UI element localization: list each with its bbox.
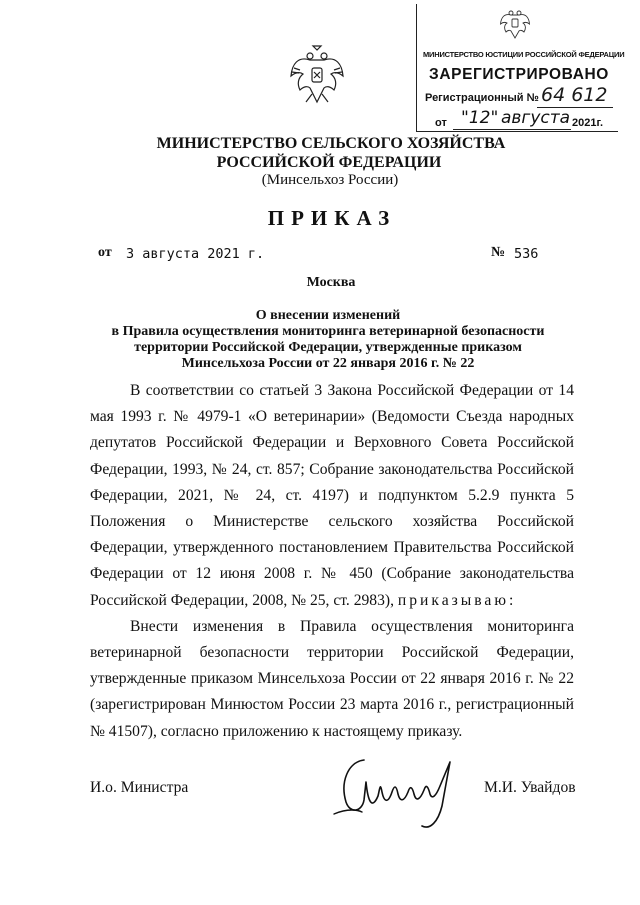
stamp-reg-label: Регистрационный № [425,92,539,104]
order-date: 3 августа 2021 г. [126,246,265,262]
city: Москва [306,275,356,290]
ministry-name-line2: РОССИЙСКОЙ ФЕДЕРАЦИИ [216,154,442,171]
ministry-name-line1: МИНИСТЕРСТВО СЕЛЬСКОГО ХОЗЯЙСТВА [156,135,506,152]
order-body [90,378,574,745]
ministry-short-name: (Минсельхоз России) [261,172,399,188]
body-paragraph-1 [90,378,574,614]
stamp-ministry-name: МИНИСТЕРСТВО ЮСТИЦИИ РОССИЙСКОЙ ФЕДЕРАЦИИ [423,50,625,59]
stamp-date-year: 2021г. [572,117,604,129]
body-paragraph-2: Внести изменения в Правила осуществления мониторинга ветеринарной безопасности территории Российской Федерации, утвержденные приказом Минсельхоза России от 22 января 2016 г. № 22 (зарегистрирован Минюстом России 23 марта 2016 г., регистрационный № 41507), согласно приложению к настоящему приказу. [90,617,574,740]
order-number: 536 [514,246,539,262]
stamp-date-day: "12" [461,108,499,128]
stamp-date-month: августа [501,108,571,128]
handwritten-signature-icon [318,752,476,832]
stamp-reg-number: 64 612 [541,84,608,106]
signatory-position: И.о. Министра [90,779,189,796]
stamp-coat-of-arms-icon [499,6,531,40]
stamp-status: ЗАРЕГИСТРИРОВАНО [429,66,609,83]
subject-line3: территории Российской Федерации, утвержденные приказом [134,340,522,355]
document-title: ПРИКАЗ [267,206,397,230]
stamp-date-underline [453,129,571,130]
number-label: № [491,245,506,260]
registration-stamp [416,4,625,132]
subject-line2: в Правила осуществления мониторинга ветеринарной безопасности [111,324,545,339]
subject-line4: Минсельхоза России от 22 января 2016 г. № 22 [181,356,475,371]
stamp-date-prefix: от [435,117,447,129]
order-word: приказываю: [397,591,517,609]
order-subject [96,308,560,372]
signatory-name: М.И. Увайдов [484,779,576,796]
coat-of-arms-icon [288,42,346,108]
date-label: от [98,245,112,260]
subject-line1: О внесении изменений [255,308,401,323]
body-paragraph-1-text: В соответствии со статьей 3 Закона Российской Федерации от 14 мая 1993 г. № 4979-1 «О ветеринарии» (Ведомости Съезда народных депутатов Российской Федерации и Верховного Совета Российской Федерации, 1993, № 24, ст. 857; Собрание законодательства Российской Федерации, 2021, № 24, ст. 4197) и подпунктом 5.2.9 пункта 5 Положения о Министерстве сельского хозяйства Российской Федерации, утвержденного постановлением Правительства Российской Федерации от 12 июня 2008 г. № 450 (Собрание законодательства Российской Федерации, 2008, № 25, ст. 2983), [90,382,574,609]
